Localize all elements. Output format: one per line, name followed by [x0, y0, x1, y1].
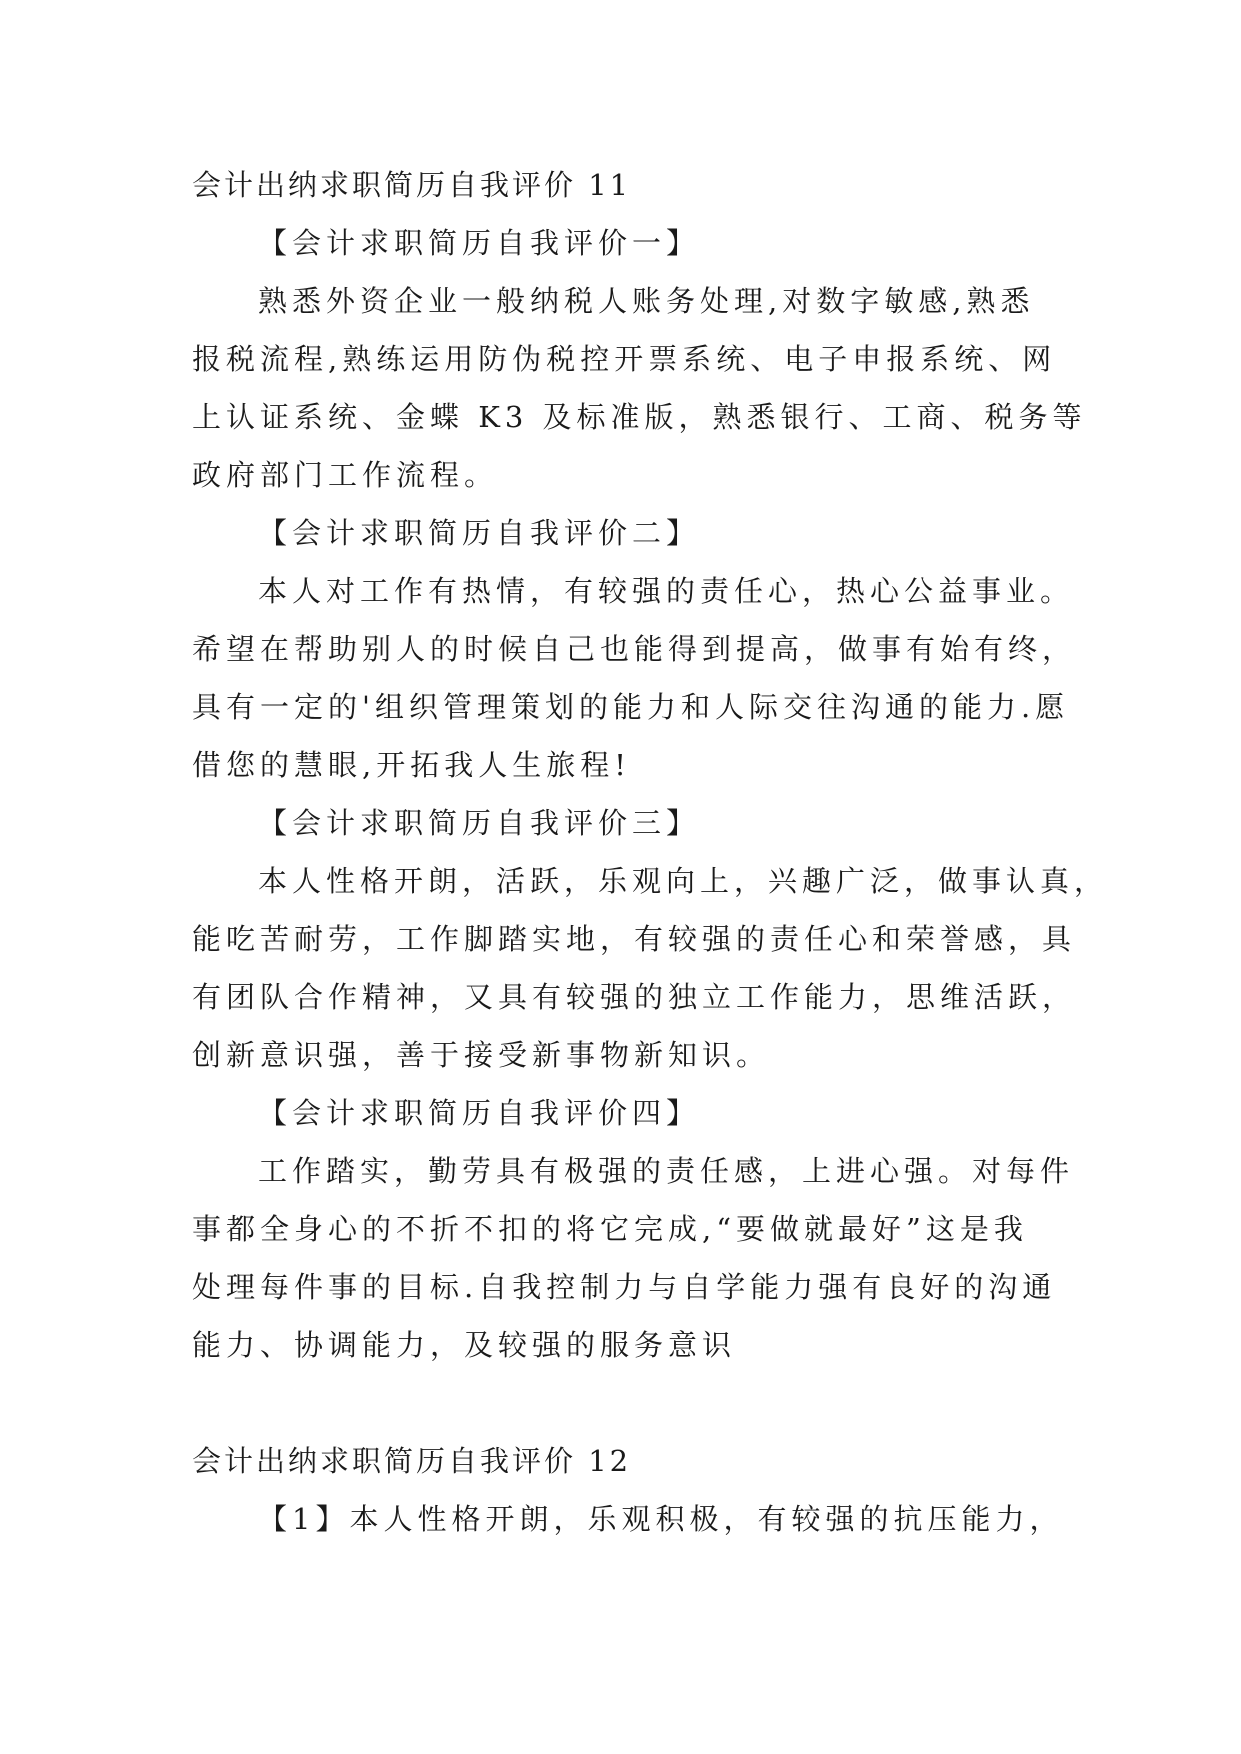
- section-heading: 【会计求职简历自我评价三】: [258, 806, 701, 840]
- paragraph-line: 借您的慧眼,开拓我人生旅程!: [192, 748, 631, 782]
- paragraph-line: 能吃苦耐劳，工作脚踏实地，有较强的责任心和荣誉感，具: [192, 922, 1077, 956]
- section-title: 会计出纳求职简历自我评价 12: [192, 1444, 632, 1478]
- paragraph-line: 创新意识强，善于接受新事物新知识。: [192, 1038, 771, 1072]
- section-title: 会计出纳求职简历自我评价 11: [192, 168, 632, 202]
- paragraph-line: 有团队合作精神，又具有较强的独立工作能力，思维活跃，: [192, 980, 1077, 1014]
- paragraph-line: 政府部门工作流程。: [192, 458, 499, 492]
- paragraph-line: 事都全身心的不折不扣的将它完成,“要做就最好”这是我: [192, 1212, 1028, 1246]
- section-heading: 【会计求职简历自我评价二】: [258, 516, 701, 550]
- paragraph-line: 【1】本人性格开朗，乐观积极，有较强的抗压能力，: [258, 1502, 1064, 1536]
- paragraph-line: 报税流程,熟练运用防伪税控开票系统、电子申报系统、网: [192, 342, 1057, 376]
- paragraph-line: 能力、协调能力，及较强的服务意识: [192, 1328, 737, 1362]
- paragraph-line: 本人对工作有热情，有较强的责任心，热心公益事业。: [258, 574, 1075, 608]
- paragraph-line: 工作踏实，勤劳具有极强的责任感，上进心强。对每件: [258, 1154, 1075, 1188]
- paragraph-line: 上认证系统、金蝶 K3 及标准版，熟悉银行、工商、税务等: [192, 400, 1087, 434]
- paragraph-line: 熟悉外资企业一般纳税人账务处理,对数字敏感,熟悉: [258, 284, 1035, 318]
- paragraph-line: 具有一定的'组织管理策划的能力和人际交往沟通的能力.愿: [192, 690, 1070, 724]
- paragraph-line: 本人性格开朗，活跃，乐观向上，兴趣广泛，做事认真，: [258, 864, 1109, 898]
- section-heading: 【会计求职简历自我评价四】: [258, 1096, 701, 1130]
- paragraph-line: 希望在帮助别人的时候自己也能得到提高，做事有始有终，: [192, 632, 1077, 666]
- section-heading: 【会计求职简历自我评价一】: [258, 226, 701, 260]
- paragraph-line: 处理每件事的目标.自我控制力与自学能力强有良好的沟通: [192, 1270, 1057, 1304]
